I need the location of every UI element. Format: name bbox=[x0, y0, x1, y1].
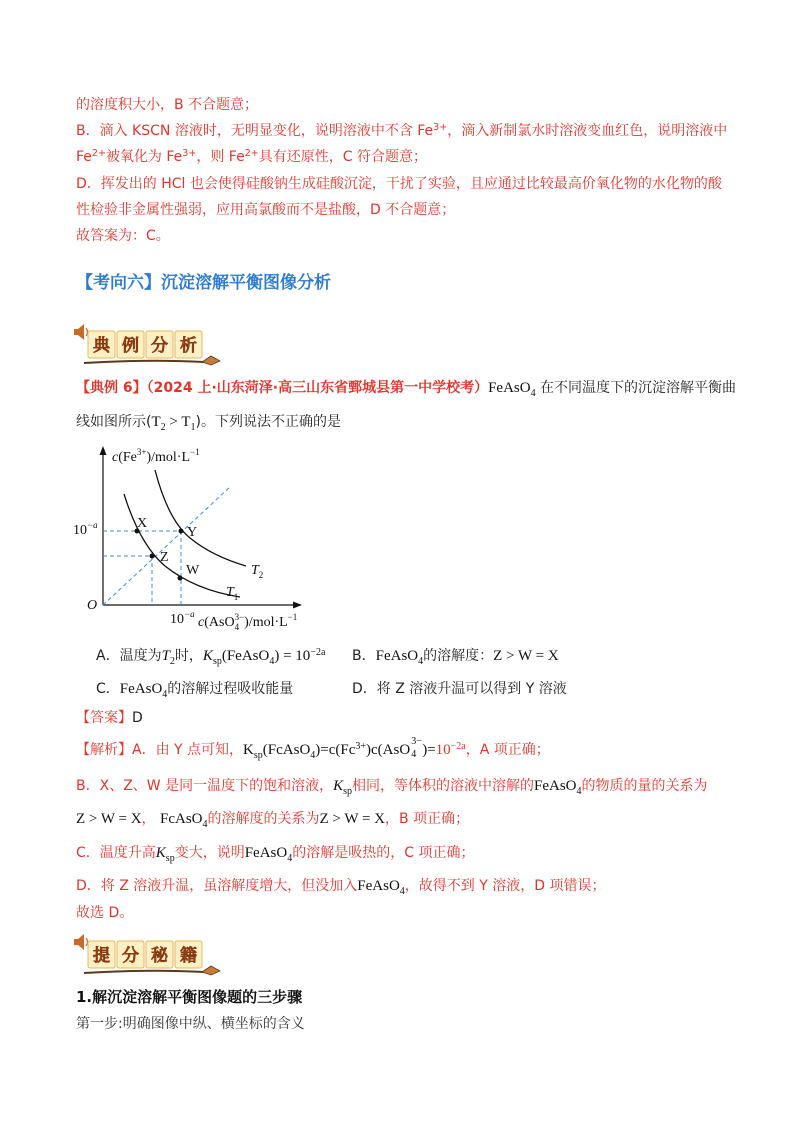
formula-run: FeAsO bbox=[119, 681, 163, 697]
formula-superscript: 2+ bbox=[91, 147, 106, 159]
solution-line-4 bbox=[76, 174, 722, 194]
badge-underline bbox=[84, 361, 204, 363]
book-icon bbox=[202, 966, 220, 975]
text-run: 故答案为：C。 bbox=[76, 228, 170, 244]
formula-run: ) = 10 bbox=[274, 648, 311, 664]
y-axis-species: (Fe bbox=[118, 450, 137, 465]
score-tips-badge bbox=[70, 930, 230, 978]
text-run: A．温度为 bbox=[96, 648, 162, 664]
solution-line-5 bbox=[76, 200, 455, 220]
badge-char: 秘 bbox=[151, 946, 168, 966]
example-intro-text bbox=[488, 380, 737, 399]
analysis-line-2 bbox=[76, 776, 708, 796]
curve-subscript: 2 bbox=[258, 570, 264, 580]
y-axis-label bbox=[112, 447, 200, 465]
formula-run: FeAsO bbox=[375, 648, 419, 664]
badge-char: 分 bbox=[151, 336, 168, 356]
text-run: 性检验非金属性强弱，应用高氯酸而不是盐酸，D 不合题意； bbox=[76, 202, 456, 218]
text-run: ，滴入新制氯水时溶液变血红色，说明溶液中 bbox=[447, 123, 728, 139]
formula-subscript: 4 bbox=[530, 387, 536, 399]
text-run: 相同，等体积的溶液中溶解的 bbox=[352, 778, 535, 794]
text-run: 线如图所示( bbox=[76, 414, 152, 430]
formula-run: K bbox=[333, 778, 344, 794]
y-axis-variable: c bbox=[112, 450, 119, 465]
formula-run: )=c(Fc bbox=[315, 742, 356, 758]
formula-subscript: 2 bbox=[160, 421, 166, 433]
section-heading: 【考向六】沉淀溶解平衡图像分析 bbox=[76, 273, 331, 293]
formula-subscript: 4 bbox=[399, 885, 405, 897]
formula-run: Z > W = X bbox=[76, 811, 142, 827]
formula-subscript: 4 bbox=[287, 852, 293, 864]
text-run: D．将 Z 溶液升温可以得到 Y 溶液 bbox=[352, 681, 567, 697]
x-axis-species-subscript: 4 bbox=[234, 622, 240, 632]
formula-superscript: 3− bbox=[411, 736, 422, 747]
formula-subscript: 2 bbox=[169, 655, 175, 667]
example-label: 【典例 6】（2024 上·山东菏泽·高三山东省鄄城县第一中学校考） bbox=[76, 380, 489, 396]
analysis-line-6 bbox=[76, 903, 133, 923]
curve-symbol: T bbox=[226, 585, 234, 600]
text-run: 故选 D。 bbox=[76, 905, 134, 921]
badge-char: 籍 bbox=[180, 946, 197, 966]
point-z bbox=[150, 554, 155, 559]
tips-step-1: 第一步:明确图像中纵、横坐标的含义 bbox=[76, 1016, 305, 1032]
formula-run: FeAsO bbox=[488, 380, 531, 396]
x-axis-variable: c bbox=[198, 615, 205, 630]
x-tick-label bbox=[170, 609, 195, 627]
analysis-text bbox=[132, 736, 550, 761]
point-w bbox=[178, 576, 183, 581]
formula-subscript: sp bbox=[253, 749, 263, 761]
badge-char: 典 bbox=[93, 336, 110, 356]
badge-char: 分 bbox=[122, 946, 139, 966]
answer-label: 【答案】 bbox=[76, 710, 132, 726]
analysis-line-4 bbox=[76, 843, 474, 863]
text-run: 的溶度积大小，B 不合题意； bbox=[76, 97, 259, 113]
formula-subscript: 4 bbox=[576, 785, 582, 797]
y-tick-power: −a bbox=[87, 520, 98, 530]
example-intro-line bbox=[76, 378, 736, 398]
point-label-w: W bbox=[186, 563, 200, 578]
formula-run: T bbox=[161, 648, 170, 664]
analysis-line-5 bbox=[76, 876, 605, 896]
text-run: B．滴入 KSCN 溶液时，无明显变化，说明溶液中不含 Fe bbox=[76, 123, 434, 139]
formula-run: Z > W = X bbox=[319, 811, 386, 827]
y-axis-unit-power: −1 bbox=[190, 447, 200, 457]
formula-subscript: 4 bbox=[411, 749, 417, 760]
analysis-label: 【解析】 bbox=[76, 742, 132, 758]
text-run: )。下列说法不正确的是 bbox=[195, 414, 341, 430]
curve-subscript: 1 bbox=[233, 592, 239, 602]
formula-subscript: sp bbox=[165, 852, 175, 864]
text-run: 的溶解是吸热的，C 项正确； bbox=[292, 845, 475, 861]
formula-subscript: 4 bbox=[269, 655, 275, 667]
text-run: 的物质的量的关系为 bbox=[581, 778, 708, 794]
example-analysis-badge bbox=[70, 320, 230, 368]
text-run: A．由 Y 点可知， bbox=[132, 742, 244, 758]
point-label-y: Y bbox=[187, 525, 198, 540]
x-tick-base: 10 bbox=[170, 612, 184, 627]
text-run: D．将 Z 溶液升温，虽溶解度增大，但没加入 bbox=[76, 878, 358, 894]
text-run: 被氧化为 Fe bbox=[105, 149, 183, 165]
y-axis-unit: )/mol·L bbox=[146, 450, 191, 465]
formula-run: K bbox=[155, 845, 166, 861]
formula-run: (FcAsO bbox=[262, 742, 311, 758]
origin-label: O bbox=[87, 598, 98, 613]
formula-run: FeAsO bbox=[534, 778, 577, 794]
formula-run: > T bbox=[165, 414, 191, 430]
y-tick-base: 10 bbox=[73, 523, 87, 538]
formula-superscript: 3+ bbox=[182, 147, 197, 159]
formula-run: K bbox=[202, 648, 213, 664]
option-b bbox=[352, 646, 559, 666]
text-run: Fe bbox=[76, 149, 92, 165]
formula-run: )c(AsO bbox=[366, 742, 411, 758]
curve-label-t2 bbox=[251, 563, 263, 580]
formula-superscript: −2a bbox=[450, 740, 466, 752]
formula-subscript: sp bbox=[343, 785, 353, 797]
badge-char: 例 bbox=[122, 336, 139, 356]
formula-subscript: 4 bbox=[418, 655, 424, 667]
curve-label-t1 bbox=[226, 585, 238, 602]
formula-run: 10 bbox=[435, 742, 451, 758]
formula-subscript: sp bbox=[212, 655, 222, 667]
formula-subscript: 4 bbox=[162, 688, 168, 700]
text-run: B． bbox=[352, 648, 376, 664]
text-run: C． bbox=[96, 681, 120, 697]
solution-line-6 bbox=[76, 226, 170, 246]
formula-subscript: 1 bbox=[190, 421, 196, 433]
y-axis-charge: 3+ bbox=[136, 447, 147, 457]
formula-run: (FeAsO bbox=[221, 648, 270, 664]
curve-symbol: T bbox=[251, 563, 259, 578]
formula-subsup bbox=[410, 736, 422, 760]
badge-underline bbox=[84, 971, 204, 973]
solution-line-2 bbox=[76, 121, 727, 141]
text-run: D．挥发出的 HCl 也会使得硅酸钠生成硅酸沉淀，干扰了实验，且应通过比较最高价氧化物的水化物的酸 bbox=[76, 176, 722, 192]
x-axis-arrow bbox=[293, 602, 302, 609]
text-run: ，B 项正确； bbox=[385, 811, 470, 827]
point-label-x: X bbox=[137, 516, 148, 531]
text-run: C．温度升高 bbox=[76, 845, 156, 861]
formula-subscript: 4 bbox=[310, 749, 316, 761]
formula-run: FeAsO bbox=[244, 845, 288, 861]
text-run: 在不同温度下的沉淀溶解平衡曲 bbox=[535, 380, 737, 396]
option-c bbox=[96, 679, 293, 699]
answer-value: D bbox=[132, 710, 143, 726]
x-axis-charge: 3− bbox=[234, 612, 245, 622]
x-tick-power: −a bbox=[184, 609, 195, 619]
badge-char: 析 bbox=[180, 336, 197, 356]
answer-line bbox=[76, 708, 143, 728]
text-run: 变大，说明 bbox=[174, 845, 245, 861]
y-tick-label bbox=[73, 520, 98, 538]
formula-run: T bbox=[151, 414, 161, 430]
curve-t1 bbox=[124, 494, 240, 597]
text-run: ，故得不到 Y 溶液，D 项错误； bbox=[404, 878, 606, 894]
curve-t2 bbox=[155, 470, 246, 566]
formula-superscript: 3+ bbox=[355, 740, 367, 752]
example-intro-line-2 bbox=[76, 412, 341, 432]
option-a bbox=[96, 646, 325, 666]
solution-line-3 bbox=[76, 147, 427, 167]
badge-char: 提 bbox=[93, 946, 110, 966]
formula-run: FeAsO bbox=[357, 878, 400, 894]
formula-run: Z > W = X bbox=[493, 648, 559, 664]
formula-subscript: 4 bbox=[202, 818, 208, 830]
analysis-line-1 bbox=[76, 736, 550, 761]
text-run: 的溶解度的关系为 bbox=[207, 811, 320, 827]
option-d bbox=[352, 679, 567, 699]
tips-heading: 1.解沉淀溶解平衡图像题的三步骤 bbox=[76, 988, 303, 1006]
formula-run: FcAsO bbox=[159, 811, 203, 827]
formula-run: )= bbox=[422, 742, 436, 758]
solubility-equilibrium-figure bbox=[70, 440, 330, 635]
text-run: 的溶解度： bbox=[423, 648, 494, 664]
formula-superscript: −2a bbox=[310, 646, 326, 658]
text-run: ，A 项正确； bbox=[465, 742, 550, 758]
solution-line-1 bbox=[76, 95, 258, 115]
text-run: B．X、Z、W 是同一温度下的饱和溶液， bbox=[76, 778, 334, 794]
speaker-icon bbox=[74, 934, 88, 950]
x-axis-unit: )/mol·L bbox=[244, 615, 288, 630]
formula-superscript: 2+ bbox=[244, 147, 259, 159]
y-axis-arrow bbox=[100, 446, 107, 455]
speaker-icon bbox=[74, 324, 88, 340]
text-run: 的溶解过程吸收能量 bbox=[167, 681, 294, 697]
formula-superscript: 3+ bbox=[433, 121, 448, 133]
text-run: ，则 Fe bbox=[196, 149, 245, 165]
analysis-line-3 bbox=[76, 809, 469, 829]
x-axis-label bbox=[198, 612, 297, 632]
book-icon bbox=[202, 356, 220, 365]
x-axis-unit-power: −1 bbox=[287, 612, 298, 622]
point-label-z: Z bbox=[160, 550, 169, 565]
text-run: 时， bbox=[174, 648, 203, 664]
text-run: 具有还原性，C 符合题意； bbox=[258, 149, 427, 165]
text-run: ， bbox=[141, 811, 160, 827]
x-axis-species: (AsO bbox=[204, 615, 235, 630]
formula-run: K bbox=[243, 742, 254, 758]
point-y bbox=[179, 529, 184, 534]
